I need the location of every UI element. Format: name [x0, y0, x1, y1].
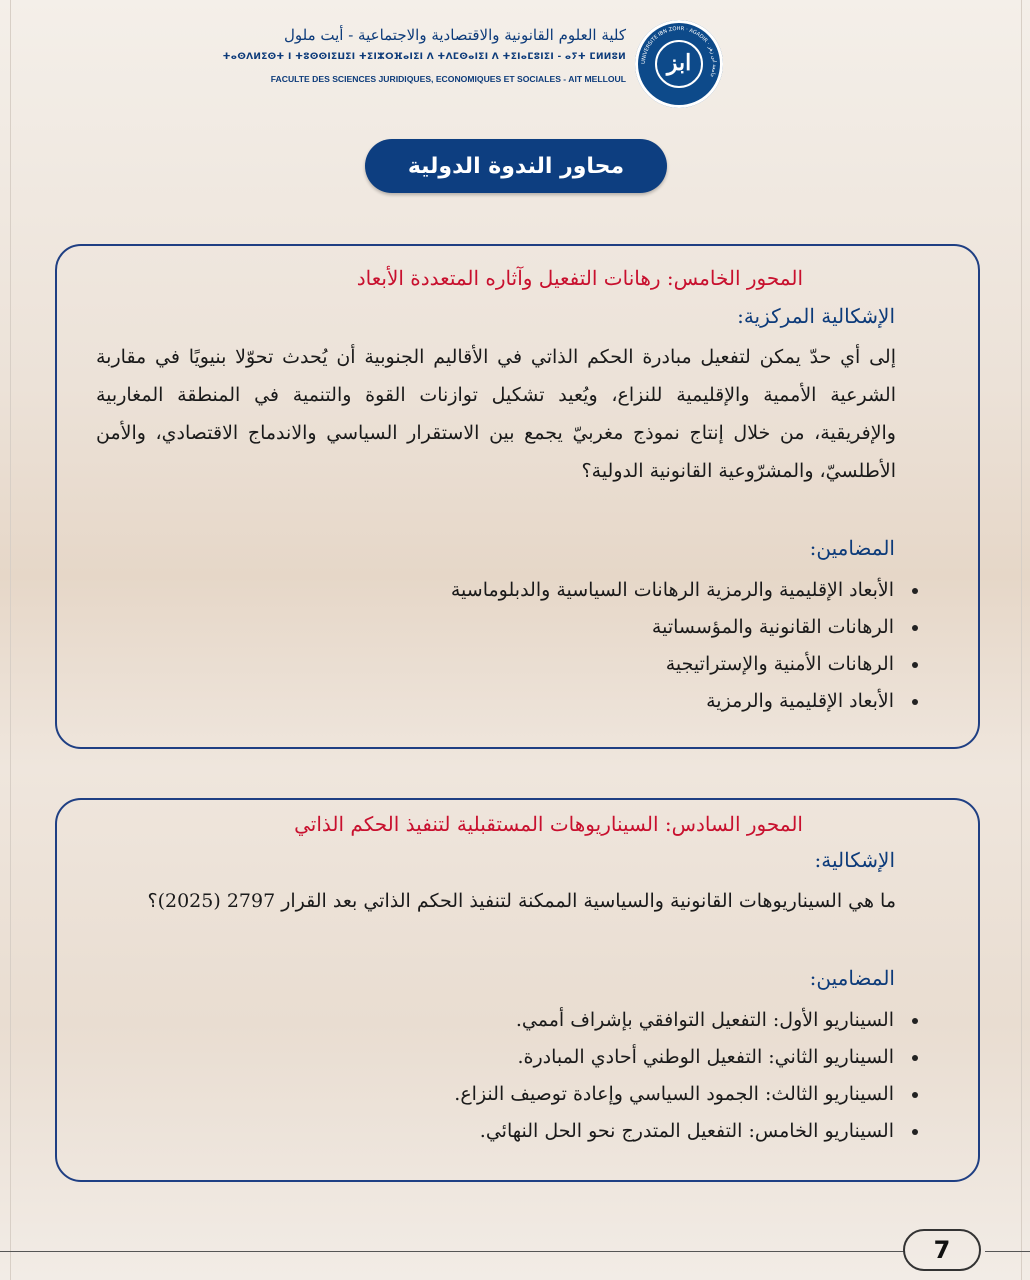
- axis-5-contents-list: [451, 572, 918, 720]
- faculty-name-french: FACULTE DES SCIENCES JURIDIQUES, ECONOMIQUES ET SOCIALES - AIT MELLOUL: [270, 74, 626, 84]
- faculty-name-arabic: كلية العلوم القانونية والاقتصادية والاجتماعية - أيت ملول: [283, 26, 626, 44]
- faculty-header: [222, 18, 740, 108]
- axis-5-problem-heading: الإشكالية المركزية:: [737, 304, 895, 328]
- page-number: 7: [903, 1229, 981, 1271]
- list-item: السيناريو الخامس: التفعيل المتدرج نحو الحل النهائي.: [454, 1113, 918, 1150]
- page-title: محاور الندوة الدولية: [365, 139, 667, 193]
- axis-6-title: المحور السادس: السيناريوهات المستقبلية لتنفيذ الحكم الذاتي: [294, 812, 803, 836]
- axis-6-problem-text: ما هي السيناريوهات القانونية والسياسية الممكنة لتنفيذ الحكم الذاتي بعد القرار 2797 (2025)؟: [147, 890, 896, 912]
- axis-6-contents-list: [454, 1002, 918, 1150]
- bullet-icon: [912, 625, 918, 631]
- list-item: الرهانات القانونية والمؤسساتية: [451, 609, 918, 646]
- axis-5-title: المحور الخامس: رهانات التفعيل وآثاره المتعددة الأبعاد: [356, 266, 803, 290]
- list-item: الأبعاد الإقليمية والرمزية: [451, 683, 918, 720]
- logo-ring-text: UNIVERSITE IBN ZOHR · AGADIR · جامعة ابن زهر: [640, 25, 718, 79]
- footer-divider-right: [985, 1251, 1030, 1252]
- list-item: السيناريو الأول: التفعيل التوافقي بإشراف أممي.: [454, 1002, 918, 1039]
- axis-6-card: [55, 798, 980, 1182]
- bullet-icon: [912, 1092, 918, 1098]
- list-item: السيناريو الثاني: التفعيل الوطني أحادي المبادرة.: [454, 1039, 918, 1076]
- bullet-icon: [912, 662, 918, 668]
- bullet-icon: [912, 1129, 918, 1135]
- axis-5-card: [55, 244, 980, 749]
- axis-5-problem-text: إلى أي حدّ يمكن لتفعيل مبادرة الحكم الذاتي في الأقاليم الجنوبية أن يُحدث تحوّلا بنيويًا في مقاربة الشرعية الأممية والإقليمية للنزاع، ويُعيد تشكيل توازنات القوة والتنمية في المنطقة المغاربية والإفريقية، من خلال إنتاج نموذج مغربيّ يجمع بين الاستقرار السياسي والاندماج الاقتصادي، والأمن الأطلسيّ، والمشرّوعية القانونية الدولية؟: [96, 346, 896, 482]
- list-item: الرهانات الأمنية والإستراتيجية: [451, 646, 918, 683]
- university-logo: [635, 20, 723, 108]
- axis-6-contents-heading: المضامين:: [809, 966, 895, 990]
- faculty-name-tifinagh: ⵜⴰⵙⴷⵍⵉⵙⵜ ⵏ ⵜⵓⵙⵙⵏⵉⵡⵉⵏ ⵜⵉⵏⵣⵔⴼⴰⵏⵉⵏ ⴷ ⵜⴷⵎⵙⴰⵏⵉⵏ ⴷ ⵜⵉⵏⴰⵎⵓⵏⵉⵏ - ⴰⵢⵜ ⵎⵍⵍⵓⵍ: [222, 52, 626, 62]
- bullet-icon: [912, 1055, 918, 1061]
- footer-divider: [0, 1251, 905, 1252]
- bullet-icon: [912, 588, 918, 594]
- axis-5-contents-heading: المضامين:: [809, 536, 895, 560]
- bullet-icon: [912, 699, 918, 705]
- bullet-icon: [912, 1018, 918, 1024]
- list-item: الأبعاد الإقليمية والرمزية الرهانات السياسية والدبلوماسية: [451, 572, 918, 609]
- logo-mark: ابز: [666, 50, 692, 76]
- list-item: السيناريو الثالث: الجمود السياسي وإعادة توصيف النزاع.: [454, 1076, 918, 1113]
- axis-6-problem-heading: الإشكالية:: [814, 848, 895, 872]
